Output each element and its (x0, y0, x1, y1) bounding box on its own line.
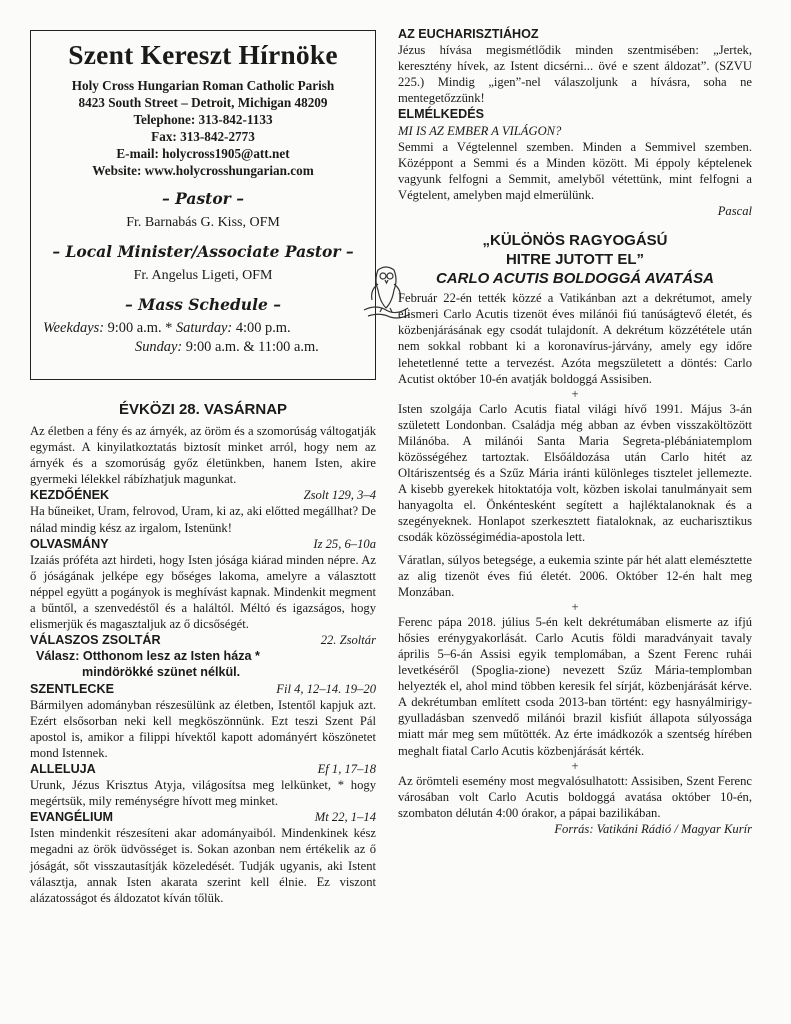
alleluja-ref: Ef 1, 17–18 (317, 761, 376, 776)
parish-telephone: Telephone: 313-842-1133 (133, 112, 273, 127)
sunday-schedule (135, 338, 375, 357)
saturday-label: Saturday: (175, 320, 233, 336)
sunday-title: ÉVKÖZI 28. VASÁRNAP (118, 401, 288, 418)
olvasmany-heading (30, 536, 376, 552)
eucharisztia-heading: AZ EUCHARISZTIÁHOZ (398, 27, 539, 41)
zsoltar-label: VÁLASZOS ZSOLTÁR (30, 633, 161, 648)
alleluja-text: Urunk, Jézus Krisztus Atyja, világosítsa meg lelkünket, * hogy megértsük, mily reménységre hívott meg minket. (30, 778, 376, 809)
article-paragraph-4: Ferenc pápa 2018. július 5-én kelt dekrétumában elismerte az ifjú hősies erénygyakorlását. Carlo Acutis földi maradványait tavaly április 5–6-án Assisi egyik templomában, a Szent Ferenc ruhái levetkéséről (Spoglia-zione) nevezett Szűz Mária-templomban helyezték el, ahol mind többen keresik fel sírját, közbenjárását kérve. A dekrétumban említett csoda 2013-ban történt: egy hasnyálmirigy-gyulladásban szenvedő milánói brazil kisfiút állapota súlyossága miatt már meg sem műtötték. Az érte imádkozók a szentség hírében meghalt fiatal Carlo Acutis közbenjárását kérték. (398, 614, 752, 758)
assoc-pastor-name: Fr. Angelus Ligeti, OFM (133, 268, 273, 283)
section-divider-2: + (571, 599, 579, 614)
evangelium-text: Isten mindenkit részesíteni akar adományaiból. Mindenkinek kész megadni az örök üdvösséget is. Sokan azonban nem értékelik az ő jóságát, sőt visszautasítják közeledését. Tudják ugyanis, aki Istent választja, annak Isten akarata szerint kell élnie. Ez viszont alázatosságot és áldozatot kíván tőlük. (30, 826, 376, 905)
szentlecke-text: Bármilyen adományban részesülünk az életben, Istentől kapjuk azt. Ezért elsősorban neki kell megköszönnünk. Ezt teszi Szent Pál apostol is, amikor a filippi hívektől kapott adományért köszönetet mond Istennek. (30, 697, 376, 760)
article-paragraph-1: Február 22-én tették közzé a Vatikánban azt a dekrétumot, amely elismeri Carlo Acutis tizenöt éves milánói fiú tanúságtevő életét, és közbenjárásának egy csodát tulajdonít. A dekrétum közzététele után nem sokkal robbant ki a koronavírus-járvány, amely egy időre lehetetlenné tette a tervezést. Azóta megszületett a döntés: Carlo Acutist október 10-én avatják boldoggá Assisiben. (398, 291, 752, 386)
parish-website: Website: www.holycrosshungarian.com (92, 163, 314, 178)
newsletter-title: Szent Kereszt Hírnöke (68, 39, 338, 70)
elmelkedes-heading: ELMÉLKEDÉS (398, 107, 485, 122)
parish-address: 8423 South Street – Detroit, Michigan 48209 (78, 95, 328, 110)
olvasmany-ref: Iz 25, 6–10a (313, 536, 376, 551)
left-column (30, 400, 376, 906)
article-paragraph-3: Váratlan, súlyos betegsége, a eukemia szinte pár hét alatt elemésztette az alig tizenöt éves fiú életét. 2006. Október 12-én halt meg Monzában. (398, 552, 752, 599)
article-paragraph-5: Az örömteli esemény most megvalósulhatott: Assisiben, Szent Ferenc városában volt Carlo Acutis boldoggá avatása október 10-én, szombaton délután 4:00 órakor, a pápai bazilikában. (398, 773, 752, 820)
weekday-saturday-schedule (43, 319, 375, 338)
article-source: Forrás: Vatikáni Rádió / Magyar Kurír (554, 821, 752, 836)
weekdays-label: Weekdays: (43, 320, 104, 336)
elmelkedes-subtitle: MI IS AZ EMBER A VILÁGON? (398, 123, 562, 138)
saturday-time: 4:00 p.m. (235, 320, 291, 336)
article-title-line-1: „KÜLÖNÖS RAGYOGÁSÚ (482, 232, 668, 250)
mass-schedule-label: – Mass Schedule – (125, 295, 281, 314)
kezdoenek-text: Ha bűneiket, Uram, felrovod, Uram, ki az, aki előtted megállhat? De nálad mindig kész az irgalom, Istenünk! (30, 504, 376, 535)
kezdoenek-ref: Zsolt 129, 3–4 (303, 488, 376, 503)
article-paragraph-2: Isten szolgája Carlo Acutis fiatal világi hívő 1991. Május 3-án született Londonban. Családja még abban az évben visszaköltözött Milánóba. A milánói Santa Maria Segreta-plébániatemplom közösségéhez tartoztak. Elsőáldozása után Carlo hitét az Oltáriszentség és a Szűz Mária iránti különleges tisztelet jellemezte. A kisebb gyerekek hitoktatója volt, közben iskolai tanulmányait sem hanyagolta el. Önkéntesként segített a hajléktalanoknak és a szegényeknek. Honlapot szerkesztett fiataloknak, az eucharisztikus csodák közösségimédia-apostola lett. (398, 401, 752, 545)
evangelium-ref: Mt 22, 1–14 (314, 810, 376, 825)
elmelkedes-author: Pascal (717, 204, 752, 219)
olvasmany-label: OLVASMÁNY (30, 536, 109, 551)
article-title-line-2: HITRE JUTOTT EL” (505, 251, 645, 269)
weekdays-time: 9:00 a.m. * (107, 320, 173, 336)
psalm-response-line-1: Válasz: Otthonom lesz az Isten háza * (36, 649, 260, 664)
section-divider-3: + (571, 758, 579, 773)
evangelium-heading (30, 809, 376, 825)
masthead-box (30, 30, 376, 380)
pastor-label: – Pastor – (162, 189, 244, 208)
psalm-response-line-2: mindörökké szünet nélkül. (82, 665, 241, 680)
zsoltar-heading (30, 632, 376, 648)
sunday-time: 9:00 a.m. & 11:00 a.m. (185, 339, 319, 355)
alleluja-heading (30, 761, 376, 777)
assoc-pastor-label: – Local Minister/Associate Pastor – (52, 242, 354, 261)
kezdoenek-label: KEZDŐÉNEK (30, 488, 110, 503)
elmelkedes-text: Semmi a Végtelennel szemben. Minden a Semmivel szemben. Középpont a Semmi és a Minden között. Mi éppoly képtelenek vagyunk felfogni a Semmit, amelyből vétettünk, mint felfogni a Végtelent, amelyben majd elmerülünk. (398, 139, 752, 202)
parish-name: Holy Cross Hungarian Roman Catholic Parish (71, 78, 335, 93)
kezdoenek-heading (30, 487, 376, 503)
parish-fax: Fax: 313-842-2773 (151, 129, 255, 144)
szentlecke-heading (30, 681, 376, 697)
section-divider-1: + (571, 386, 579, 401)
right-column (398, 26, 752, 837)
zsoltar-ref: 22. Zsoltár (320, 633, 376, 648)
article-subtitle: CARLO ACUTIS BOLDOGGÁ AVATÁSA (435, 270, 715, 288)
szentlecke-ref: Fil 4, 12–14. 19–20 (276, 681, 376, 696)
olvasmany-text: Izaiás próféta azt hirdeti, hogy Isten jósága kiárad minden népre. Az ő jóságának jelképe egy bőséges lakoma, amelyre a választott néppel együtt a pogányok is meghívást kapnak. Mindenkit megment a bűntől, a szenvedéstől és a haláltól. Méltó és igazságos, hogy elismerjük és magasztaljuk az ő dicsőségét. (30, 552, 376, 632)
pastor-name: Fr. Barnabás G. Kiss, OFM (126, 215, 280, 230)
intro-paragraph: Az életben a fény és az árnyék, az öröm és a szomorúság váltogatják egymást. A kinyilatkoztatás biztosít minket arról, hogy nem az árnyék és a szomorúság győz életünkben, hanem Isten, akire gyermeki lélekkel rábízhatjuk magunkat. (30, 424, 376, 487)
parish-email: E-mail: holycross1905@att.net (116, 146, 290, 161)
eucharisztia-text: Jézus hívása megismétlődik minden szentmisében: „Jertek, keresztény hívek, az Istent dicsérni... övé e szent áldozat”. (SZVU 225.) Mindig „igen”-nel válaszoljunk a hívásra, soha ne mentegetőzzünk! (398, 43, 752, 106)
szentlecke-label: SZENTLECKE (30, 681, 114, 696)
sunday-label: Sunday: (135, 339, 183, 355)
evangelium-label: EVANGÉLIUM (30, 810, 114, 825)
alleluja-label: ALLELUJA (30, 761, 96, 776)
